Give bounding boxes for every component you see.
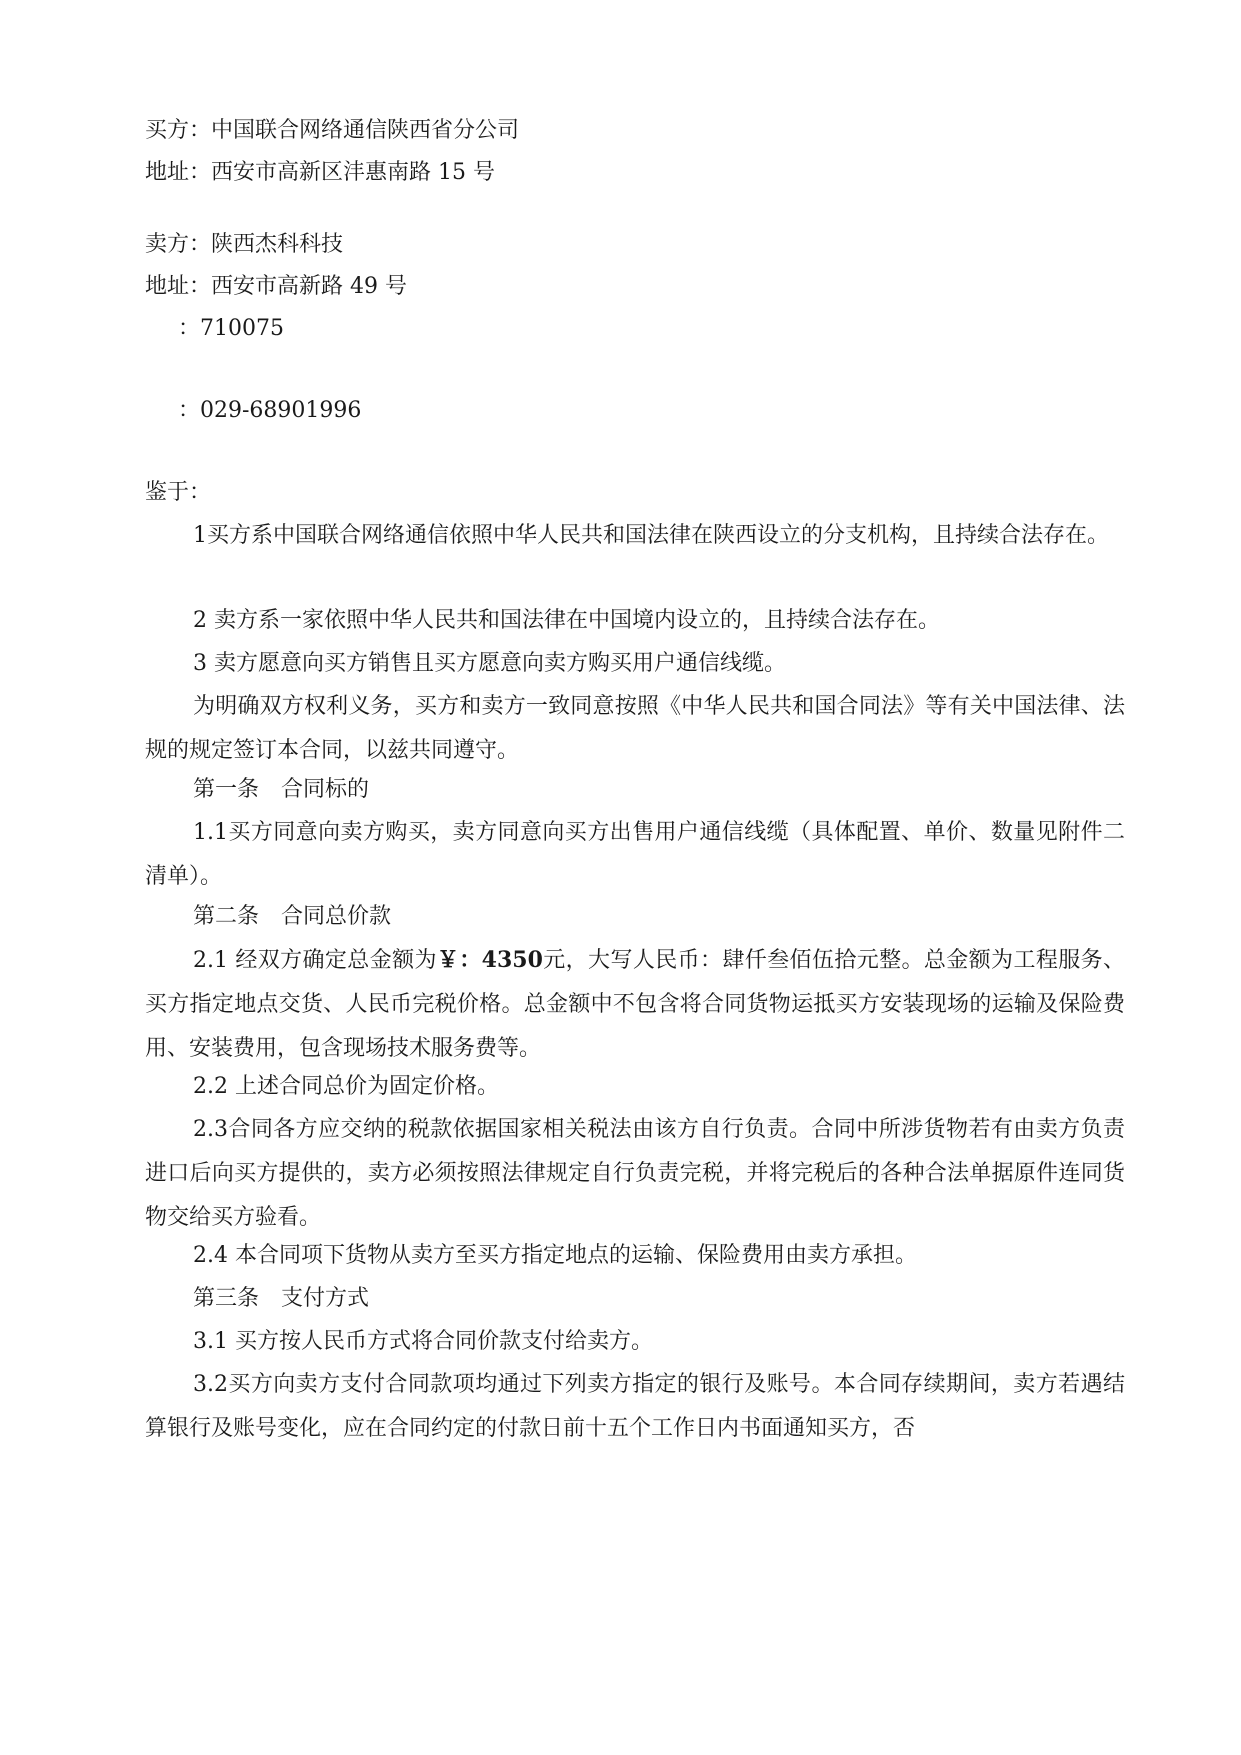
- recital-2: 2 卖方系一家依照中华人民共和国法律在中国境内设立的，且持续合法存在。: [193, 608, 940, 633]
- article-2-title: 第二条 合同总价款: [193, 904, 392, 929]
- recital-4: 为明确双方权利义务，买方和卖方一致同意按照《中华人民共和国合同法》等有关中国法律、法规的规定签订本合同，以兹共同遵守。: [145, 694, 1125, 763]
- clause-3-2: 3.2买方向卖方支付合同款项均通过下列卖方指定的银行及账号。本合同存续期间，卖方若遇结算银行及账号变化，应在合同约定的付款日前十五个工作日内书面通知买方，否: [145, 1372, 1125, 1441]
- seller-name: 卖方：陕西杰科科技: [145, 232, 344, 257]
- clause-2-2: 2.2 上述合同总价为固定价格。: [193, 1074, 499, 1099]
- buyer-address: 地址：西安市高新区沣惠南路 15 号: [145, 160, 495, 185]
- clause-2-1-prefix: 2.1 经双方确定总金额为: [193, 948, 437, 973]
- total-amount: ￥：4350: [436, 947, 543, 973]
- seller-address: 地址：西安市高新路 49 号: [145, 274, 407, 299]
- recital-3: 3 卖方愿意向买方销售且买方愿意向卖方购买用户通信线缆。: [193, 651, 786, 676]
- seller-phone: ：029-68901996: [178, 398, 362, 423]
- buyer-name: 买方：中国联合网络通信陕西省分公司: [145, 118, 520, 143]
- clause-2-1: [145, 938, 1125, 1071]
- clause-3-1: 3.1 买方按人民币方式将合同价款支付给卖方。: [193, 1329, 653, 1354]
- recital-1: 1买方系中国联合网络通信依照中华人民共和国法律在陕西设立的分支机构，且持续合法存在。: [193, 523, 1110, 548]
- recitals-heading: 鉴于：: [145, 480, 212, 505]
- article-3-title: 第三条 支付方式: [193, 1286, 370, 1311]
- article-1-title: 第一条 合同标的: [193, 777, 370, 802]
- clause-2-1-suffix: 元，大写人民币：肆仟叁佰伍拾元整。总金额为工程服务、买方指定地点交货、人民币完税价格。总金额中不包含将合同货物运抵买方安装现场的运输及保险费用、安装费用，包含现场技术服务费等。: [145, 948, 1125, 1061]
- seller-postcode: ：710075: [178, 316, 284, 341]
- clause-2-4: 2.4 本合同项下货物从卖方至买方指定地点的运输、保险费用由卖方承担。: [193, 1243, 917, 1268]
- clause-1-1: 1.1买方同意向卖方购买，卖方同意向买方出售用户通信线缆（具体配置、单价、数量见附件二清单）。: [145, 820, 1125, 889]
- clause-2-3: 2.3合同各方应交纳的税款依据国家相关税法由该方自行负责。合同中所涉货物若有由卖方负责进口后向买方提供的，卖方必须按照法律规定自行负责完税，并将完税后的各种合法单据原件连同货物交给买方验看。: [145, 1117, 1125, 1230]
